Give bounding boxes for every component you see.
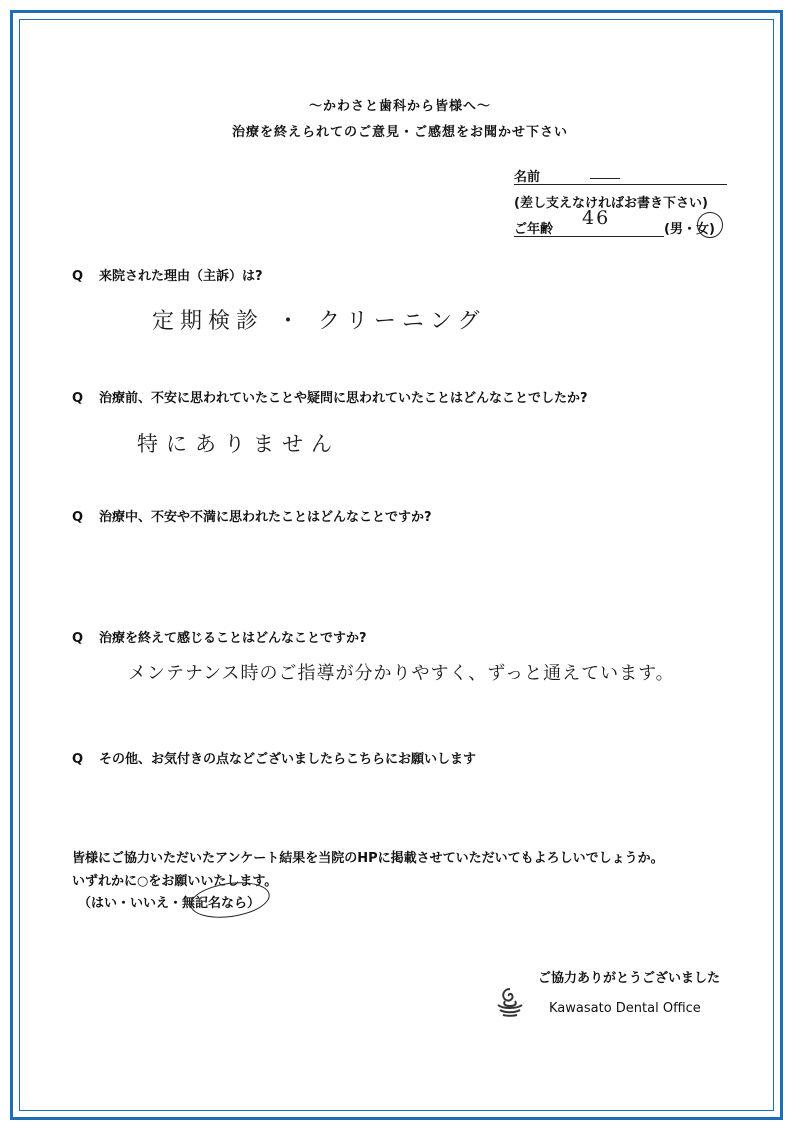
consent-options: （はい・いいえ・無記名なら） <box>78 896 261 911</box>
page-border-inner <box>19 19 774 1111</box>
question-5 <box>72 748 476 767</box>
answer-2: 特にありません <box>137 432 340 456</box>
gender-selected-circle <box>697 212 723 238</box>
answer-1: 定期検診 ・ クリーニング <box>152 309 486 334</box>
dental-spiral-logo-icon <box>493 985 527 1019</box>
question-marker: Q <box>72 391 84 406</box>
name-underline <box>514 184 727 185</box>
question-marker: Q <box>72 510 84 525</box>
survey-subtitle: 治療を終えられてのご意見・ご感想をお聞かせ下さい <box>231 125 568 140</box>
question-3 <box>72 506 432 525</box>
question-marker: Q <box>72 752 84 767</box>
age-label: ご年齢 <box>514 222 554 237</box>
gender-female: 女 <box>695 222 709 237</box>
name-note: (差し支えなければお書き下さい) <box>514 196 708 211</box>
survey-title: ～かわさと歯科から皆様へ～ <box>308 99 491 114</box>
question-text: 治療中、不安や不満に思われたことはどんなことですか? <box>99 510 432 525</box>
consent-line-1: 皆様にご協力いただいたアンケート結果を当院のHPに掲載させていただいてもよろしいでしょうか。 <box>72 851 664 866</box>
age-value: 46 <box>582 207 611 229</box>
gender-open-paren: ( <box>664 222 670 237</box>
question-4 <box>72 627 367 646</box>
question-text: その他、お気付きの点などございましたらこちらにお願いします <box>99 752 477 767</box>
question-text: 治療前、不安に思われていたことや疑問に思われていたことはどんなことでしたか? <box>99 391 588 406</box>
age-underline <box>514 236 664 237</box>
gender-male: 男 <box>669 222 683 237</box>
question-marker: Q <box>72 269 84 284</box>
question-text: 治療を終えて感じることはどんなことですか? <box>99 631 367 646</box>
question-1 <box>72 265 263 284</box>
question-marker: Q <box>72 631 84 646</box>
answer-4: メンテナンス時のご指導が分かりやすく、ずっと通えています。 <box>128 663 675 684</box>
gender-close-paren: ) <box>709 222 715 237</box>
consent-line-2: いずれかに○をお願いいたします。 <box>72 874 278 889</box>
question-text: 来院された理由（主訴）は? <box>99 269 263 284</box>
question-2 <box>72 387 588 406</box>
gender-separator: ・ <box>682 222 696 237</box>
office-name: Kawasato Dental Office <box>549 1001 701 1016</box>
name-label: 名前 <box>514 170 541 185</box>
name-redaction-mark <box>590 178 620 179</box>
thanks-message: ご協力ありがとうございました <box>538 971 721 986</box>
